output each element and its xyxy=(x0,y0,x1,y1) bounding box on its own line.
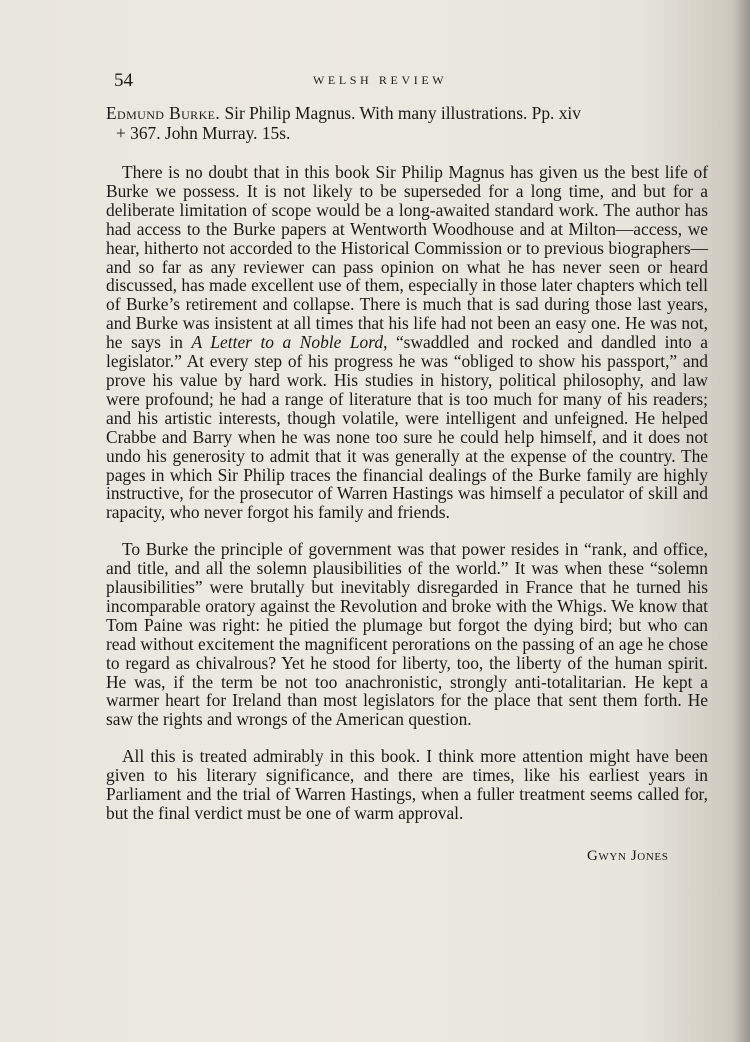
book-citation xyxy=(106,104,708,143)
paragraph-1: There is no doubt that in this book Sir Philip Magnus has given us the best life of Burke we possess. It is not likely to be superseded for a long time, and but for a deliberate limitation of scope would be a long-awaited standard work. The author has had access to the Burke papers at Wentworth Woodhouse and at Milton—access, we hear, hitherto not accorded to the Historical Commission or to previous biographers—and so far as any reviewer can pass opinion on what he has never seen or heard discussed, has made excellent use of them, especially in those later chapters which tell of Burke’s retirement and collapse. There is much that is sad during those last years, and Burke was insistent at all times that his life had not been an easy one. He was not, he says in A Letter to a Noble Lord, “swaddled and rocked and dandled into a legislator.” At every step of his progress he was “obliged to show his passport,” and prove his value by hard work. His studies in history, political philosophy, and law were profound; he had a range of literature that is too much for many of his readers; and his artistic interests, though volatile, were intelligent and unfeigned. He helped Crabbe and Barry when he was none too sure he could help himself, and it does not undo his generosity to admit that it was generally at the expense of the country. The pages in which Sir Philip traces the financial dealings of the Burke family are highly instructive, for the prosecutor of Warren Hastings was himself a peculator of skill and rapacity, who never forgot his family and friends. xyxy=(106,162,708,523)
running-head: WELSH REVIEW xyxy=(313,73,448,87)
paragraph-2: To Burke the principle of government was that power resides in “rank, and office, and title, and all the solemn plausibilities of the world.” It was when these “solemn plausibilities” were brutally but inevitably disregarded in France that he turned his incomparable oratory against the Revolution and broke with the Whigs. We know that Tom Paine was right: he pitied the plumage but forgot the dying bird; but who can read without excitement the magnificent perorations on the passing of an age he chose to regard as chivalrous? Yet he stood for liberty, too, the liberty of the human spirit. He was, if the term be not too anachronistic, strongly anti-totalitarian. He kept a warmer heart for Ireland than most legislators for the place that sent them forth. He saw the rights and wrongs of the American question. xyxy=(106,539,708,730)
cited-work-title: A Letter to a Noble Lord xyxy=(191,332,384,353)
citation-details: Sir Philip Magnus. With many illustrations. Pp. xiv xyxy=(224,103,581,123)
citation-publication: + 367. John Murray. 15s. xyxy=(116,122,291,143)
page-header xyxy=(114,70,714,94)
paragraph-3: All this is treated admirably in this book. I think more attention might have been given to his literary significance, and there are times, like his earliest years in Parliament and the trial of Warren Hastings, when a fuller treatment seems called for, but the final verdict must be one of warm approval. xyxy=(106,746,708,823)
page-number: 54 xyxy=(114,70,133,91)
review-body xyxy=(106,104,708,829)
page-edge-shadow xyxy=(734,0,750,1042)
reviewer-signature: Gwyn Jones xyxy=(587,848,669,864)
citation-author: Edmund Burke. xyxy=(106,103,221,123)
